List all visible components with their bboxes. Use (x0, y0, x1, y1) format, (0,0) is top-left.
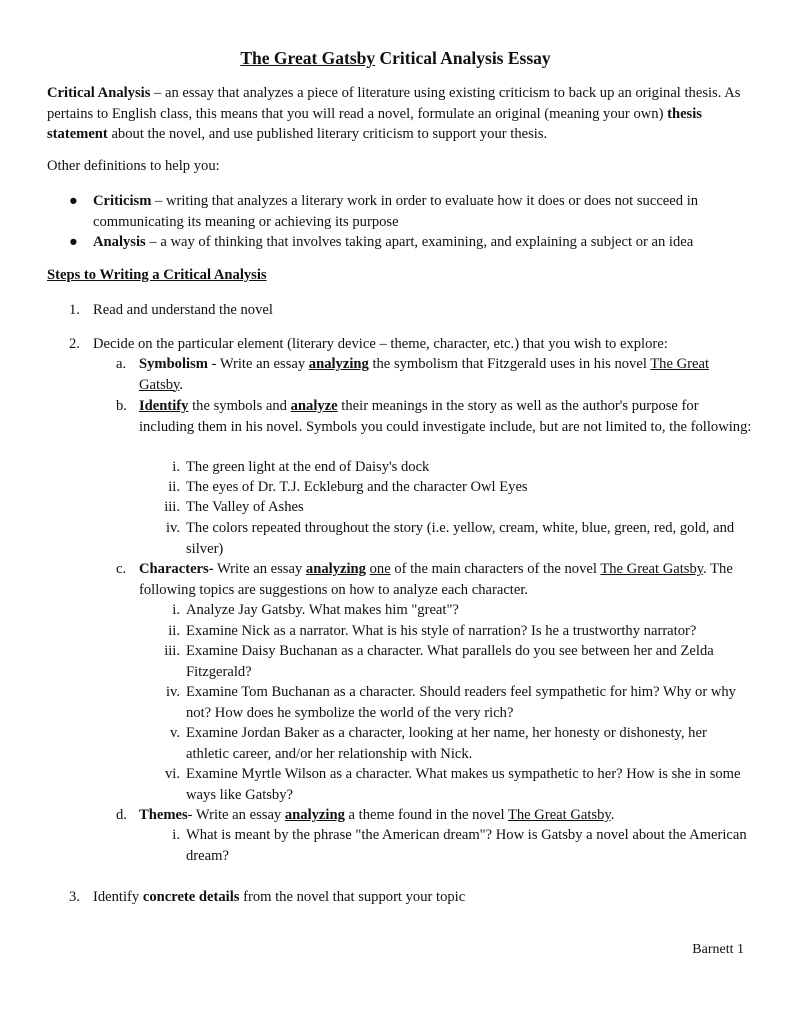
roman-numeral: iii. (164, 499, 180, 515)
list-item-text: The eyes of Dr. T.J. Eckleburg and the character Owl Eyes (186, 479, 528, 495)
sub-letter: d. (116, 807, 127, 823)
sub-letter: b. (116, 398, 127, 414)
definitions-list (47, 191, 753, 253)
roman-numeral: v. (170, 725, 180, 741)
sub-text-part: of the main characters of the novel (390, 561, 601, 577)
sub-letter: c. (116, 561, 127, 577)
steps-heading (47, 265, 753, 286)
novel-title: The Great Gatsby (139, 356, 710, 393)
list-item-text: Examine Tom Buchanan as a character. Should readers feel sympathetic for him? Why or why not? How does he symbolize the world of the very rich? (186, 684, 736, 721)
step-number: 3. (69, 889, 80, 905)
sub-text-part: their meanings in the story as well as the author's purpose for including them in his novel. Symbols you could investigate include, but are not limited to, the following: (139, 398, 752, 435)
novel-title: The Great Gatsby (507, 807, 611, 823)
step-text: Read and understand the novel (93, 302, 273, 318)
title-rest: Critical Analysis Essay (375, 48, 551, 68)
sub-text-part: the symbols and (188, 398, 291, 414)
roman-numeral: iv. (165, 520, 180, 536)
sub-text (139, 396, 753, 437)
list-item-text: Examine Myrtle Wilson as a character. What makes us sympathetic to her? How is she in some ways like Gatsby? (186, 766, 741, 803)
sub-text (139, 354, 753, 395)
step-text-part: Identify (93, 889, 143, 905)
sub-emphasis: analyzing (308, 356, 369, 372)
roman-numeral: ii. (168, 479, 180, 495)
bullet-icon: ● (69, 193, 78, 209)
step-text (93, 887, 753, 908)
roman-numeral: iii. (164, 643, 180, 659)
intro-text: – an essay that analyzes a piece of literature using existing criticism to back up an original thesis. As pertains to English class, this means that you will read a novel, formulate an original (meaning your own) (47, 85, 741, 122)
roman-numeral: vi. (165, 766, 180, 782)
list-item-text: Examine Nick as a narrator. What is his style of narration? Is he a trustworthy narrator? (186, 623, 697, 639)
sub-text (139, 805, 753, 826)
list-item (47, 232, 753, 253)
list-item-text: The colors repeated throughout the story (i.e. yellow, cream, white, blue, green, red, gold, and silver) (186, 520, 735, 557)
sub-text-part: . (179, 376, 184, 393)
list-item-text: Analyze Jay Gatsby. What makes him "great"? (186, 602, 459, 618)
sub-text (139, 559, 753, 600)
roman-numeral: ii. (168, 623, 180, 639)
sub-text-part: . The following topics are suggestions on how to analyze each character. (139, 561, 733, 598)
sub-emphasis: Identify (139, 398, 189, 414)
sub-underline: one (369, 561, 391, 577)
bullet-icon: ● (69, 234, 78, 250)
roman-numeral: i. (172, 827, 180, 843)
step-text: Decide on the particular element (literary device – theme, character, etc.) that you wish to explore: (93, 336, 668, 352)
step-number: 2. (69, 336, 80, 352)
list-item-text: The green light at the end of Daisy's dock (186, 459, 430, 475)
roman-numeral: i. (172, 459, 180, 475)
list-item-text: What is meant by the phrase "the American dream"? How is Gatsby a novel about the American dream? (186, 827, 747, 864)
list-item (47, 191, 753, 232)
definition-text: – a way of thinking that involves taking apart, examining, and explaining a subject or an idea (145, 234, 694, 250)
step-number: 1. (69, 302, 80, 318)
definition-text: – writing that analyzes a literary work in order to evaluate how it does or does not succeed in communicating its meaning or achieving its purpose (93, 193, 699, 230)
step-text-part: from the novel that support your topic (239, 889, 466, 905)
definition-term: Analysis (93, 234, 146, 250)
page-footer: Barnett 1 (692, 942, 744, 957)
list-item-text: Examine Daisy Buchanan as a character. What parallels do you see between her and Zelda Fitzgerald? (186, 643, 714, 680)
sub-text-part: - Write an essay (207, 356, 309, 372)
intro-text-end: about the novel, and use published literary criticism to support your thesis. (107, 126, 548, 142)
steps-heading-text: Steps to Writing a Critical Analysis (47, 267, 267, 283)
sub-text-part: the symbolism that Fitzgerald uses in his novel (368, 356, 651, 372)
intro-bold: thesis statement (47, 105, 702, 142)
sub-emphasis: analyzing (284, 807, 345, 823)
intro-term: Critical Analysis (47, 85, 151, 101)
list-item-text: Examine Jordan Baker as a character, looking at her name, her honesty or dishonesty, her athletic career, and/or her relationship with Nick. (186, 725, 707, 762)
sub-term: Symbolism (139, 356, 208, 372)
step-emphasis: concrete details (142, 889, 240, 905)
sub-letter: a. (116, 356, 127, 372)
title-novel: The Great Gatsby (240, 48, 376, 68)
sub-emphasis: analyzing (305, 561, 366, 577)
sub-text-part: . (610, 807, 615, 823)
sub-text-part: Write an essay (213, 561, 306, 577)
other-definitions-label: Other definitions to help you: (47, 158, 220, 174)
sub-emphasis: analyze (290, 398, 338, 414)
sub-term: Themes (139, 807, 188, 823)
sub-text-part: a theme found in the novel (344, 807, 508, 823)
sub-text-part: - Write an essay (187, 807, 285, 823)
sub-term: Characters- (139, 561, 214, 577)
intro-paragraph (47, 83, 753, 145)
document-title (0, 46, 791, 70)
roman-numeral: i. (172, 602, 180, 618)
novel-title: The Great Gatsby (600, 561, 704, 577)
definition-term: Criticism (93, 193, 152, 209)
roman-numeral: iv. (165, 684, 180, 700)
list-item-text: The Valley of Ashes (186, 499, 304, 515)
